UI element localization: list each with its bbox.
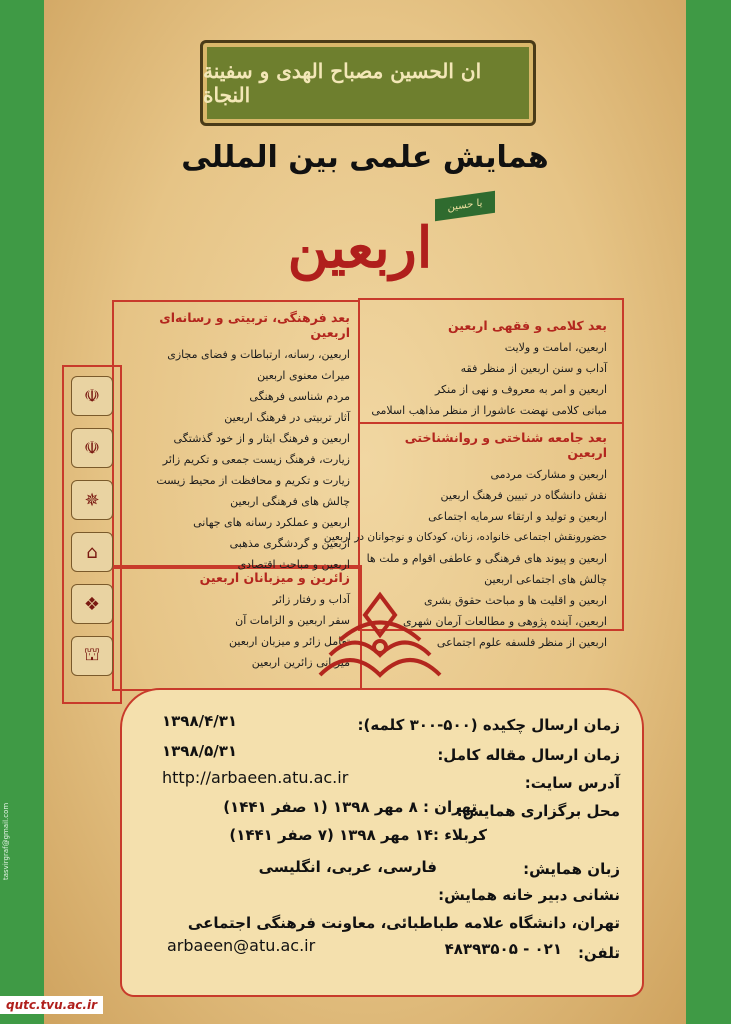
logo-text: اربعین xyxy=(287,215,433,281)
list-item: تعامل زائر و میزبان اربعین xyxy=(229,635,350,648)
section-cultural xyxy=(120,310,350,575)
emblem-icon: ☫ xyxy=(71,428,113,468)
sponsor-logos xyxy=(66,368,118,698)
venue-karbala: کربلاء :۱۴ مهر ۱۳۹۸ (۷ صفر ۱۴۴۱) xyxy=(229,826,487,844)
shrine-icon: ⌂ xyxy=(71,532,113,572)
section-title: بعد فرهنگی، تربیتی و رسانه‌ای اربعین xyxy=(159,310,350,340)
banner-text: ان الحسین مصباح الهدی و سفینة النجاة xyxy=(203,59,482,107)
venue-tehran: تهران : ۸ مهر ۱۳۹۸ (۱ صفر ۱۴۴۱) xyxy=(223,798,477,816)
list-item: سفر اربعین و الزامات آن xyxy=(235,614,350,627)
section-theological xyxy=(362,318,607,421)
list-item: اربعین و امر به معروف و نهی از منکر xyxy=(434,383,607,396)
email-link[interactable]: arbaeen@atu.ac.ir xyxy=(167,936,316,955)
paper-date: ۱۳۹۸/۵/۳۱ xyxy=(162,742,238,760)
list-item: اربعین و مباحث اقتصادی xyxy=(237,558,350,571)
list-item: اربعین و اقلیت ها و مباحث حقوق بشری xyxy=(423,594,607,607)
list-item: زیارت و تکریم و محافظت از محیط زیست xyxy=(156,474,350,487)
calligraphy-banner xyxy=(200,40,536,126)
list-item: زیارت، فرهنگ زیست جمعی و تکریم زائر xyxy=(162,453,350,466)
arbaeen-logo xyxy=(190,195,520,290)
list-item: اربعین و تولید و ارتقاء سرمایه اجتماعی xyxy=(428,510,607,523)
info-panel xyxy=(120,688,644,997)
language-label: زبان همایش: xyxy=(523,860,620,878)
list-item: حضورونقش اجتماعی خانواده، زنان، کودکان و نوجوانان در اربعین xyxy=(323,531,607,543)
page-title: همایش علمی بین المللی xyxy=(181,140,549,175)
list-item: میراث معنوی اربعین xyxy=(257,369,350,382)
list-item: میزبانی زائرین اربعین xyxy=(251,656,350,669)
shield-emblem-icon: ❖ xyxy=(71,584,113,624)
phone-value: ۰۲۱ - ۴۸۳۹۳۵۰۵ xyxy=(444,940,562,958)
phone-label: تلفن: xyxy=(577,944,620,962)
list-item: اربعین و فرهنگ ایثار و از خود گذشتگی xyxy=(173,432,350,445)
abstract-date: ۱۳۹۸/۴/۳۱ xyxy=(162,712,238,730)
site-label: آدرس سایت: xyxy=(524,774,620,792)
vertical-credit: tasvirgraf@gmail.com xyxy=(2,802,10,880)
list-item: اربعین، آینده پژوهی و مطالعات آرمان شهری xyxy=(403,615,607,628)
list-item: اربعین و گردشگری مذهبی xyxy=(229,537,350,550)
list-item: اربعین، امامت و ولایت xyxy=(504,341,607,354)
list-item: نقش دانشگاه در تبیین فرهنگ اربعین xyxy=(440,489,607,502)
list-item: آثار تربیتی در فرهنگ اربعین xyxy=(224,411,350,424)
abstract-label: زمان ارسال چکیده (۵۰۰-۳۰۰ کلمه): xyxy=(357,716,620,734)
site-url-link[interactable]: http://arbaeen.atu.ac.ir xyxy=(162,768,349,787)
venue-label: محل برگزاری همایش: xyxy=(456,802,620,820)
star-emblem-icon: ✵ xyxy=(71,480,113,520)
list-item: مبانی کلامی نهضت عاشورا از منظر مذاهب اسلامی xyxy=(371,404,607,417)
section-title: زائرین و میزبانان اربعین xyxy=(199,570,350,585)
emblem-icon: ☫ xyxy=(71,376,113,416)
list-item: آداب و سنن اربعین از منظر فقه xyxy=(460,362,607,375)
list-item: مردم شناسی فرهنگی xyxy=(249,390,350,403)
secretariat-address: تهران، دانشگاه علامه طباطبائی، معاونت فرهنگی اجتماعی xyxy=(187,914,620,932)
section-title: بعد جامعه شناختی و روانشناختی اربعین xyxy=(404,430,607,460)
list-item: اربعین و مشارکت مردمی xyxy=(490,468,607,481)
list-item: اربعین از منظر فلسفه علوم اجتماعی xyxy=(436,636,607,649)
list-item: چالش های فرهنگی اربعین xyxy=(230,495,350,508)
language-value: فارسی، عربی، انگلیسی xyxy=(258,858,437,876)
list-item: چالش های اجتماعی اربعین xyxy=(484,573,607,586)
paper-label: زمان ارسال مقاله کامل: xyxy=(437,746,620,764)
list-item: اربعین و عملکرد رسانه های جهانی xyxy=(193,516,350,529)
list-item: اربعین، رسانه، ارتباطات و فضای مجازی xyxy=(167,348,350,361)
list-item: اربعین و پیوند های فرهنگی و عاطفی اقوام و ملت ها xyxy=(366,552,607,565)
list-item: آداب و رفتار زائر xyxy=(272,593,350,606)
section-title: بعد کلامی و فقهی اربعین xyxy=(448,318,607,333)
flag-label: یا حسین xyxy=(447,197,483,214)
site-tag[interactable]: qutc.tvu.ac.ir xyxy=(0,996,103,1014)
ornament-icon xyxy=(300,585,460,695)
secretariat-label: نشانی دبیر خانه همایش: xyxy=(438,886,620,904)
dome-icon: ⛫ xyxy=(71,636,113,676)
